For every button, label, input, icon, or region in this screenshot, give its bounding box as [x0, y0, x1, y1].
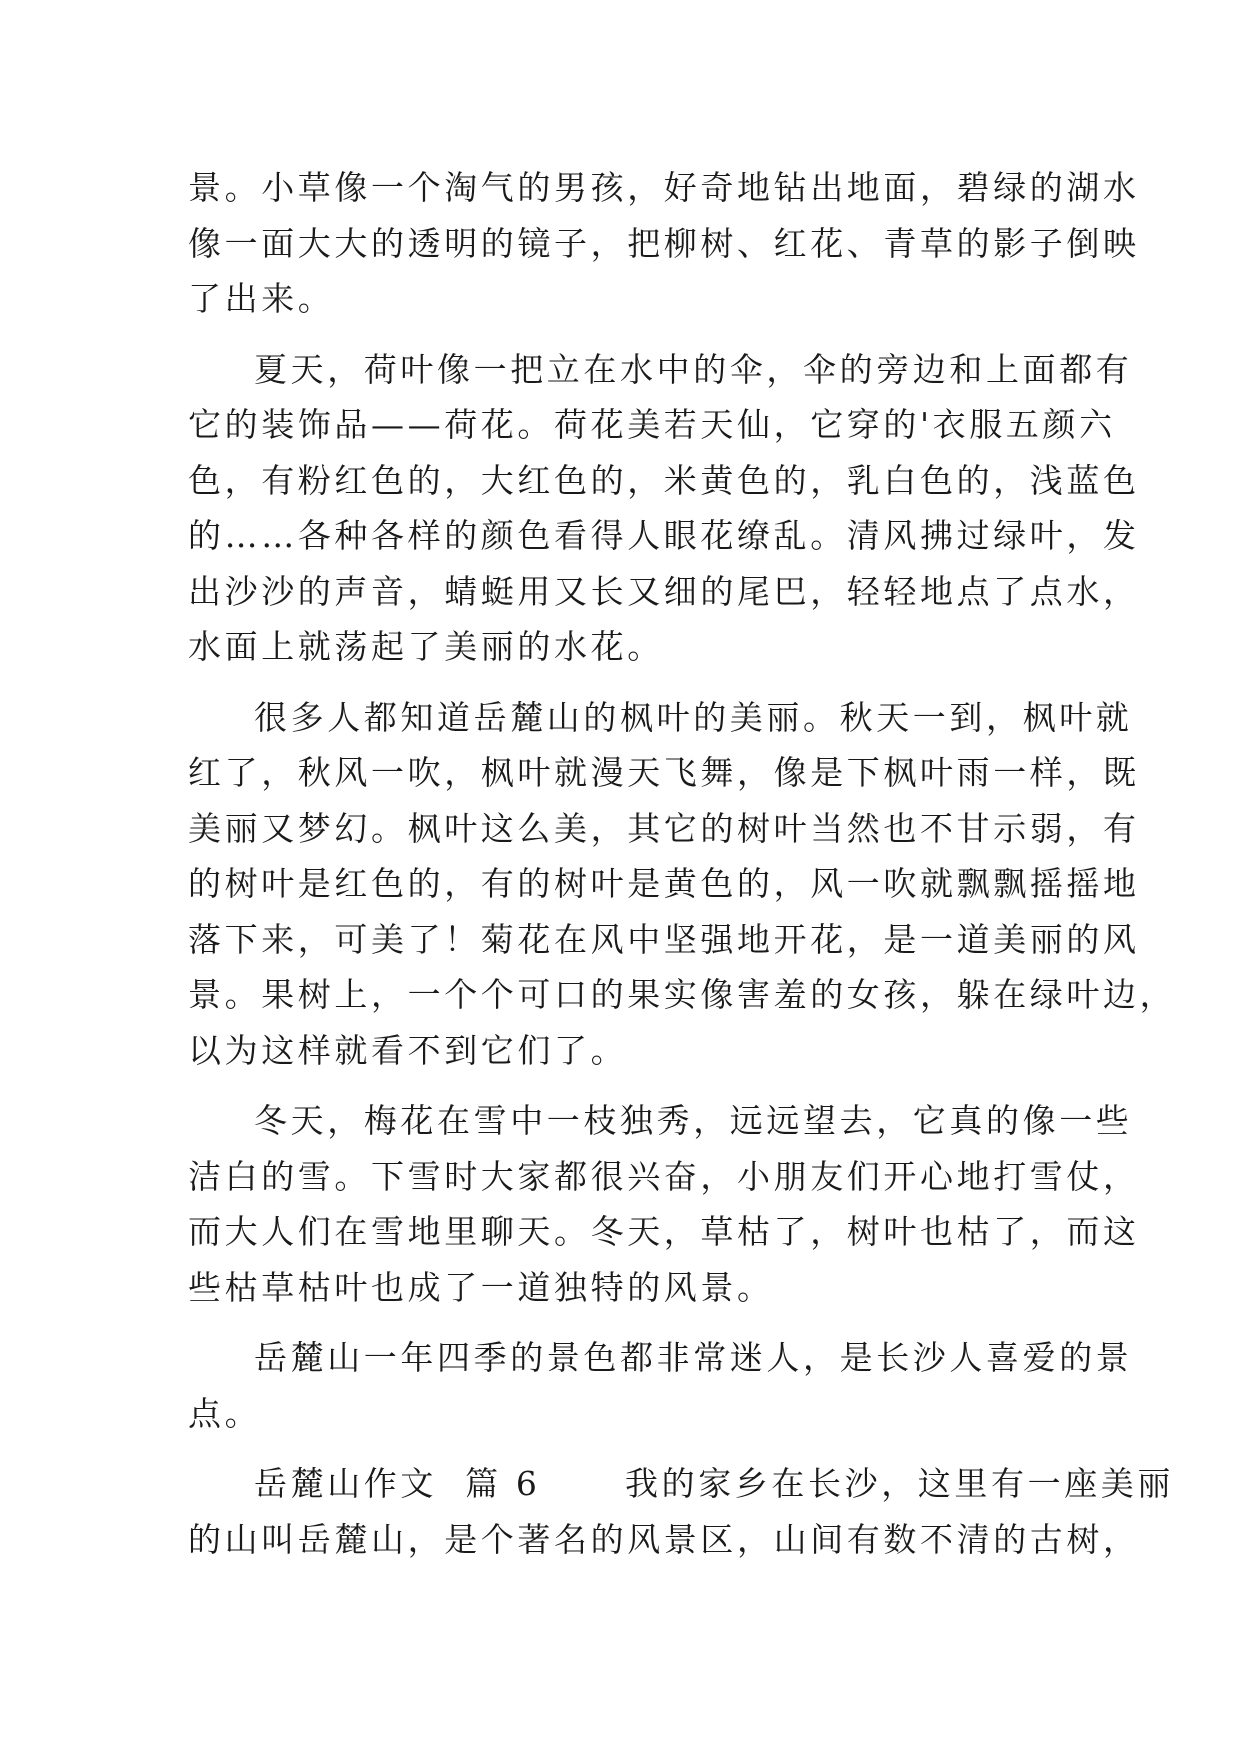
- paragraph-conclusion-start: 岳麓山一年四季的景色都非常迷人，是长沙人喜爱的景: [254, 1338, 1133, 1377]
- text-line: 而大人们在雪地里聊天。冬天，草枯了，树叶也枯了，而这: [188, 1212, 1140, 1251]
- section-heading-line: 岳麓山作文 篇 6 我的家乡在长沙，这里有一座美丽: [254, 1464, 1175, 1503]
- text-line: 景。果树上，一个个可口的果实像害羞的女孩，躲在绿叶边，: [188, 975, 1177, 1014]
- text-line: 色，有粉红色的，大红色的，米黄色的，乳白色的，浅蓝色: [188, 460, 1140, 500]
- article-body: [188, 160, 1177, 1567]
- text-line: 红了，秋风一吹，枫叶就漫天飞舞，像是下枫叶雨一样，既: [188, 753, 1140, 792]
- text-line: 洁白的雪。下雪时大家都很兴奋，小朋友们开心地打雪仗，: [188, 1156, 1140, 1196]
- text-line: 点。: [188, 1393, 262, 1433]
- text-line: 像一面大大的透明的镜子，把柳树、红花、青草的影子倒映: [188, 223, 1140, 263]
- text-line: 落下来，可美了！菊花在风中坚强地开花，是一道美丽的风: [188, 919, 1140, 959]
- text-line: 的树叶是红色的，有的树叶是黄色的，风一吹就飘飘摇摇地: [188, 864, 1140, 903]
- text-line: 以为这样就看不到它们了。: [188, 1030, 628, 1070]
- text-line: 景。小草像一个淘气的男孩，好奇地钻出地面，碧绿的湖水: [188, 168, 1140, 207]
- paragraph-autumn-start: 很多人都知道岳麓山的枫叶的美丽。秋天一到，枫叶就: [254, 697, 1133, 737]
- paragraph-summary-start: 夏天，荷叶像一把立在水中的伞，伞的旁边和上面都有: [254, 349, 1133, 389]
- text-line: 水面上就荡起了美丽的水花。: [188, 627, 664, 666]
- paragraph-winter-start: 冬天，梅花在雪中一枝独秀，远远望去，它真的像一些: [254, 1101, 1133, 1140]
- text-line: 的……各种各样的颜色看得人眼花缭乱。清风拂过绿叶，发: [188, 516, 1140, 555]
- text-line: 它的装饰品——荷花。荷花美若天仙，它穿的'衣服五颜六: [188, 405, 1116, 444]
- text-line: 些枯草枯叶也成了一道独特的风景。: [188, 1267, 774, 1307]
- text-line: 了出来。: [188, 279, 335, 318]
- text-line: 的山叫岳麓山，是个著名的风景区，山间有数不清的古树，: [188, 1519, 1140, 1559]
- text-line: 出沙沙的声音，蜻蜓用又长又细的尾巴，轻轻地点了点水，: [188, 571, 1140, 611]
- text-line: 美丽又梦幻。枫叶这么美，其它的树叶当然也不甘示弱，有: [188, 808, 1140, 848]
